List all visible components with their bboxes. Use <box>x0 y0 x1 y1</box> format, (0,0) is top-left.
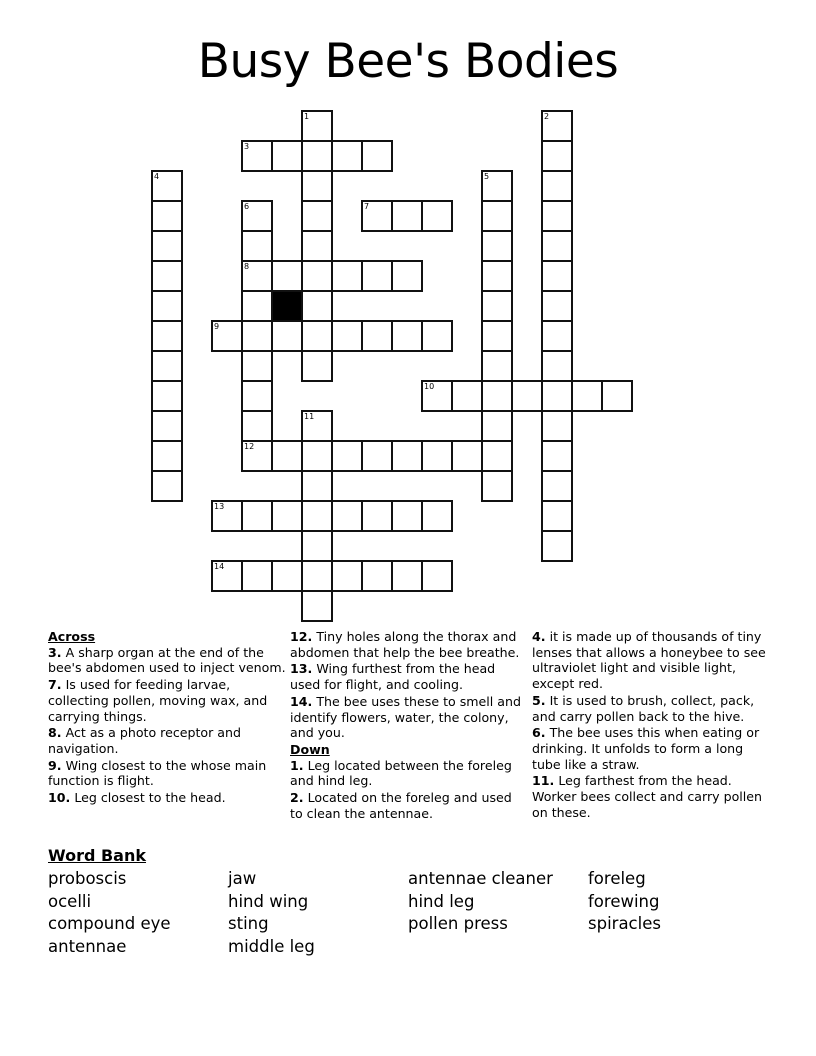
crossword-cell[interactable] <box>481 380 513 412</box>
crossword-cell[interactable] <box>541 440 573 472</box>
crossword-cell[interactable] <box>361 140 393 172</box>
crossword-cell[interactable] <box>301 230 333 262</box>
crossword-cell[interactable] <box>331 320 363 352</box>
clue-text: Leg located between the foreleg and hind leg. <box>290 757 512 789</box>
word-bank-item: middle leg <box>228 937 315 956</box>
crossword-cell[interactable] <box>241 410 273 442</box>
clue-number-label: 13 <box>214 502 225 511</box>
crossword-cell[interactable] <box>331 140 363 172</box>
crossword-cell[interactable] <box>481 350 513 382</box>
clue-number-label: 3 <box>244 142 250 151</box>
crossword-cell[interactable] <box>211 500 243 532</box>
clue-text: It is used to brush, collect, pack, and carry pollen back to the hive. <box>532 692 755 724</box>
clues-column-1 <box>48 629 288 807</box>
crossword-cell[interactable] <box>241 380 273 412</box>
crossword-cell[interactable] <box>301 470 333 502</box>
clue-number: 9. <box>48 757 62 773</box>
crossword-cell[interactable] <box>301 440 333 472</box>
crossword-cell[interactable] <box>571 380 603 412</box>
crossword-cell[interactable] <box>241 320 273 352</box>
crossword-cell[interactable] <box>301 320 333 352</box>
word-bank-item: spiracles <box>588 914 661 933</box>
crossword-cell[interactable] <box>241 350 273 382</box>
crossword-cell[interactable] <box>601 380 633 412</box>
word-bank-item: forewing <box>588 892 660 911</box>
crossword-cell[interactable] <box>541 200 573 232</box>
crossword-cell[interactable] <box>151 470 183 502</box>
crossword-cell[interactable] <box>301 170 333 202</box>
word-bank-item: proboscis <box>48 869 127 888</box>
crossword-cell[interactable] <box>151 380 183 412</box>
clue-text: The bee uses these to smell and identify flowers, water, the colony, and you. <box>290 693 522 741</box>
clue-text: it is made up of thousands of tiny lenses that allows a honeybee to see ultraviolet light and visible light, except red. <box>532 629 766 692</box>
crossword-cell[interactable] <box>541 230 573 262</box>
crossword-cell[interactable] <box>421 560 453 592</box>
word-bank-item: antennae cleaner <box>408 869 553 888</box>
crossword-cell[interactable] <box>241 560 273 592</box>
crossword-cell[interactable] <box>541 170 573 202</box>
crossword-cell[interactable] <box>361 440 393 472</box>
down-header: Down <box>290 741 330 757</box>
crossword-cell[interactable] <box>301 200 333 232</box>
clue-number: 6. <box>532 725 546 741</box>
clue-down-2 <box>290 790 522 821</box>
crossword-cell[interactable] <box>481 230 513 262</box>
clue-number: 5. <box>532 692 546 708</box>
clue-across-14 <box>290 694 522 741</box>
crossword-cell[interactable] <box>211 320 243 352</box>
clue-number: 11. <box>532 773 555 789</box>
clue-down-11 <box>532 773 772 820</box>
crossword-cell[interactable] <box>361 320 393 352</box>
crossword-cell[interactable] <box>241 440 273 472</box>
crossword-cell[interactable] <box>301 290 333 322</box>
crossword-cell[interactable] <box>331 560 363 592</box>
clue-down-5 <box>532 693 772 724</box>
clue-number-label: 8 <box>244 262 250 271</box>
clue-text: Located on the foreleg and used to clean the antennae. <box>290 790 512 821</box>
clue-across-10 <box>48 790 288 806</box>
crossword-cell[interactable] <box>481 290 513 322</box>
crossword-cell[interactable] <box>541 410 573 442</box>
word-bank-item: sting <box>228 914 269 933</box>
crossword-cell[interactable] <box>541 110 573 142</box>
clue-across-7 <box>48 677 288 724</box>
crossword-cell[interactable] <box>151 170 183 202</box>
clue-across-3 <box>48 645 288 676</box>
crossword-cell[interactable] <box>421 320 453 352</box>
clue-number-label: 2 <box>544 112 550 121</box>
clue-number: 12. <box>290 629 313 644</box>
crossword-cell[interactable] <box>211 560 243 592</box>
crossword-cell[interactable] <box>541 290 573 322</box>
crossword-cell[interactable] <box>271 260 303 292</box>
crossword-cell[interactable] <box>301 590 333 622</box>
crossword-cell[interactable] <box>421 380 453 412</box>
crossword-cell[interactable] <box>271 440 303 472</box>
crossword-cell[interactable] <box>301 410 333 442</box>
crossword-cell[interactable] <box>271 560 303 592</box>
crossword-cell[interactable] <box>301 530 333 562</box>
crossword-cell[interactable] <box>481 320 513 352</box>
crossword-cell[interactable] <box>541 260 573 292</box>
clue-number-label: 11 <box>304 412 315 421</box>
crossword-cell[interactable] <box>511 380 543 412</box>
crossword-cell[interactable] <box>481 200 513 232</box>
word-bank-item: jaw <box>228 869 257 888</box>
crossword-cell[interactable] <box>241 500 273 532</box>
crossword-cell[interactable] <box>271 140 303 172</box>
clue-down-6 <box>532 725 772 772</box>
crossword-cell[interactable] <box>361 500 393 532</box>
crossword-cell[interactable] <box>301 110 333 142</box>
crossword-cell[interactable] <box>151 230 183 262</box>
crossword-cell[interactable] <box>481 470 513 502</box>
crossword-cell[interactable] <box>541 320 573 352</box>
word-bank-item: antennae <box>48 937 127 956</box>
clue-across-9 <box>48 758 288 789</box>
clue-text: Tiny holes along the thorax and abdomen that help the bee breathe. <box>290 629 520 660</box>
clue-down-4 <box>532 629 772 692</box>
crossword-cell[interactable] <box>541 350 573 382</box>
crossword-cell[interactable] <box>151 320 183 352</box>
crossword-cell[interactable] <box>331 440 363 472</box>
clue-number: 8. <box>48 725 62 741</box>
clue-number-label: 4 <box>154 172 160 181</box>
clue-text: A sharp organ at the end of the bee's abdomen used to inject venom. <box>48 644 286 676</box>
crossword-cell[interactable] <box>481 260 513 292</box>
crossword-cell[interactable] <box>421 200 453 232</box>
crossword-cell[interactable] <box>241 140 273 172</box>
crossword-cell[interactable] <box>541 470 573 502</box>
crossword-cell[interactable] <box>361 200 393 232</box>
clue-number: 2. <box>290 790 304 806</box>
crossword-cell[interactable] <box>391 260 423 292</box>
crossword-cell[interactable] <box>421 500 453 532</box>
word-bank-item: pollen press <box>408 914 508 933</box>
crossword-cell[interactable] <box>451 440 483 472</box>
crossword-cell[interactable] <box>241 290 273 322</box>
crossword-cell[interactable] <box>271 500 303 532</box>
clue-number-label: 6 <box>244 202 250 211</box>
across-header: Across <box>48 629 96 644</box>
word-bank-item: foreleg <box>588 869 646 888</box>
crossword-cell[interactable] <box>241 230 273 262</box>
clue-number-label: 10 <box>424 382 435 391</box>
clue-across-13 <box>290 661 522 692</box>
crossword-cell[interactable] <box>421 440 453 472</box>
crossword-cell[interactable] <box>481 170 513 202</box>
crossword-cell[interactable] <box>331 260 363 292</box>
clue-number-label: 7 <box>364 202 370 211</box>
word-bank-item: ocelli <box>48 892 92 911</box>
clue-across-12 <box>290 629 522 660</box>
clue-number-label: 5 <box>484 172 490 181</box>
clue-number: 3. <box>48 644 62 660</box>
word-bank-item: hind wing <box>228 892 309 911</box>
crossword-cell[interactable] <box>151 290 183 322</box>
crossword-cell[interactable] <box>301 350 333 382</box>
crossword-cell[interactable] <box>331 500 363 532</box>
crossword-cell[interactable] <box>151 440 183 472</box>
crossword-cell[interactable] <box>361 560 393 592</box>
clue-number: 4. <box>532 629 546 644</box>
clue-down-1 <box>290 758 522 789</box>
clue-number: 7. <box>48 677 62 693</box>
crossword-cell[interactable] <box>361 260 393 292</box>
crossword-cell[interactable] <box>391 500 423 532</box>
crossword-cell[interactable] <box>391 440 423 472</box>
crossword-cell[interactable] <box>541 500 573 532</box>
crossword-cell[interactable] <box>391 200 423 232</box>
clue-text: Leg closest to the head. <box>74 790 226 806</box>
clue-text: Wing furthest from the head used for flight, and cooling. <box>290 661 496 693</box>
clue-text: Wing closest to the whose main function is flight. <box>48 757 267 789</box>
page-title: Busy Bee's Bodies <box>197 34 619 89</box>
crossword-cell[interactable] <box>481 410 513 442</box>
crossword-cell[interactable] <box>541 530 573 562</box>
crossword-cell[interactable] <box>241 260 273 292</box>
word-bank-title: Word Bank <box>48 846 147 865</box>
clue-across-8 <box>48 725 288 756</box>
crossword-cell[interactable] <box>151 410 183 442</box>
crossword-cell[interactable] <box>481 440 513 472</box>
crossword-block <box>271 290 303 322</box>
word-bank-item: hind leg <box>408 892 475 911</box>
crossword-cell[interactable] <box>241 200 273 232</box>
clue-number-label: 14 <box>214 562 225 571</box>
clue-number-label: 12 <box>244 442 255 451</box>
clues-column-2 <box>290 629 522 822</box>
crossword-cell[interactable] <box>151 350 183 382</box>
clue-text: Act as a photo receptor and navigation. <box>48 725 241 756</box>
clues-column-3 <box>532 629 772 821</box>
crossword-cell[interactable] <box>301 560 333 592</box>
clue-text: The bee uses this when eating or drinking. It unfolds to form a long tube like a straw. <box>532 725 760 772</box>
clue-number: 13. <box>290 661 313 677</box>
crossword-cell[interactable] <box>301 260 333 292</box>
crossword-cell[interactable] <box>391 560 423 592</box>
clue-text: Leg farthest from the head. Worker bees collect and carry pollen on these. <box>532 773 763 820</box>
crossword-cell[interactable] <box>151 260 183 292</box>
crossword-cell[interactable] <box>271 320 303 352</box>
crossword-cell[interactable] <box>301 500 333 532</box>
crossword-cell[interactable] <box>391 320 423 352</box>
word-bank-item: compound eye <box>48 914 171 933</box>
crossword-cell[interactable] <box>151 200 183 232</box>
clue-number: 10. <box>48 790 71 806</box>
crossword-cell[interactable] <box>301 140 333 172</box>
clue-number: 14. <box>290 693 313 709</box>
clue-text: Is used for feeding larvae, collecting pollen, moving wax, and carrying things. <box>48 677 268 724</box>
crossword-cell[interactable] <box>451 380 483 412</box>
crossword-cell[interactable] <box>541 380 573 412</box>
clue-number: 1. <box>290 757 304 773</box>
clue-number-label: 9 <box>214 322 220 331</box>
clue-number-label: 1 <box>304 112 310 121</box>
crossword-cell[interactable] <box>541 140 573 172</box>
